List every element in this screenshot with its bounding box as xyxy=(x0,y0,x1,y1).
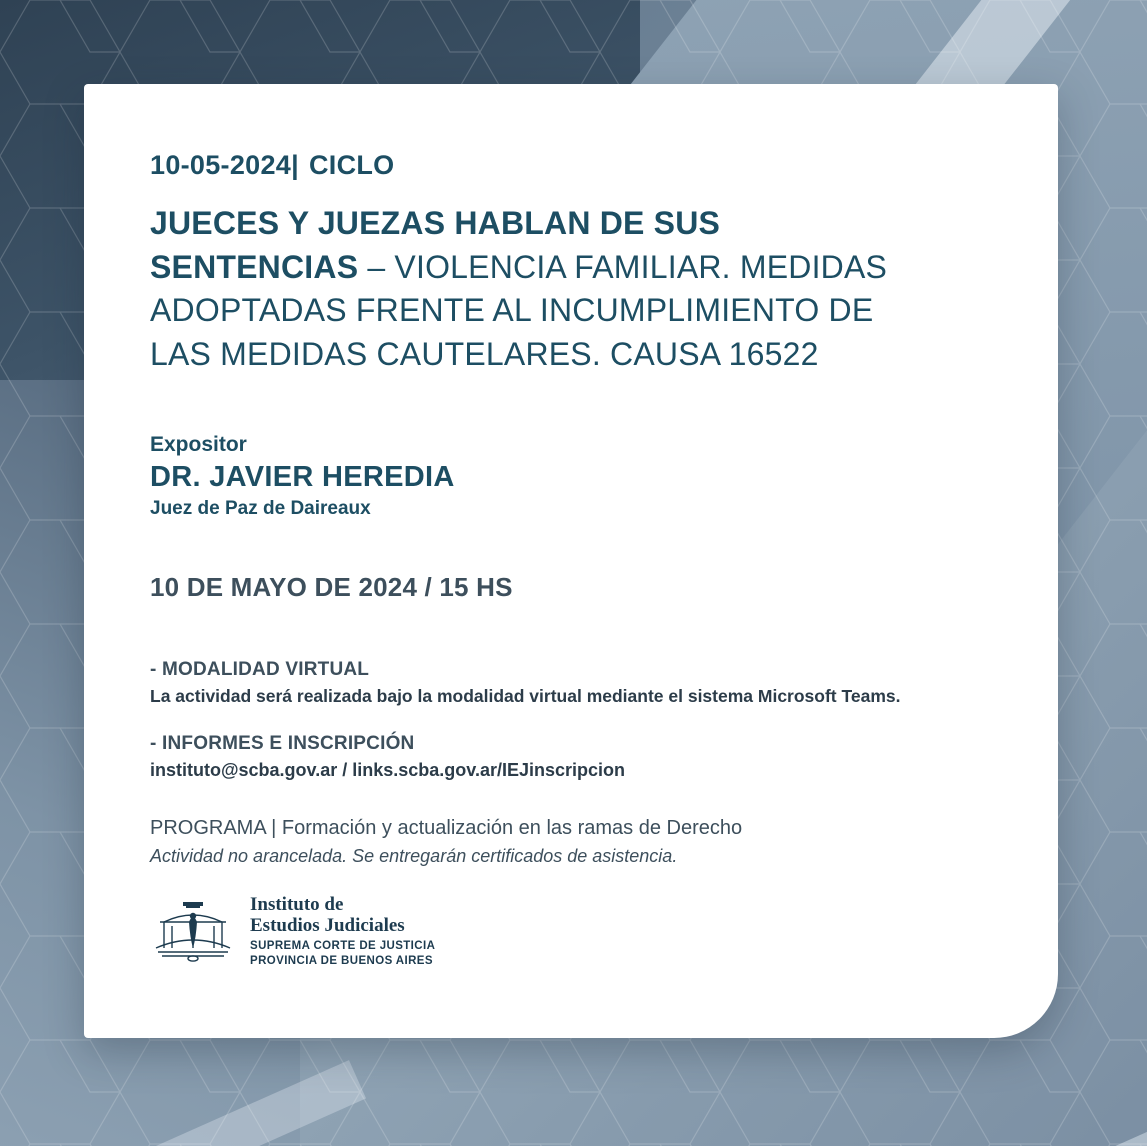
event-datetime: 10 DE MAYO DE 2024 / 15 HS xyxy=(150,571,513,602)
speaker-role: Juez de Paz de Daireaux xyxy=(150,497,371,519)
speaker-label: Expositor xyxy=(150,432,247,456)
kicker-separator: | xyxy=(291,150,299,180)
registration-contact[interactable]: instituto@scba.gov.ar / links.scba.gov.ar/IEJinscripcion xyxy=(150,759,626,780)
speaker-name: DR. JAVIER HEREDIA xyxy=(150,460,455,493)
program-note: Actividad no arancelada. Se entregarán certificados de asistencia. xyxy=(150,845,678,866)
logo-province-line: PROVINCIA DE BUENOS AIRES xyxy=(250,954,433,967)
institute-logo xyxy=(150,894,435,968)
logo-institute-line2: Estudios Judiciales xyxy=(250,914,405,936)
card-content xyxy=(150,150,1002,867)
logo-court-line: SUPREMA CORTE DE JUSTICIA xyxy=(250,940,436,953)
page-title xyxy=(150,202,930,376)
event-series-label: CICLO xyxy=(308,150,395,180)
title-strong: JUECES Y JUEZAS HABLAN DE SUS SENTENCIAS xyxy=(150,205,721,285)
title-light: – VIOLENCIA FAMILIAR. MEDIDAS ADOPTADAS FRENTE AL INCUMPLIMIENTO DE LAS MEDIDAS CAUTELARES. CAUSA 16522 xyxy=(150,248,888,372)
scales-of-justice-icon xyxy=(150,898,236,964)
modality-description: La actividad será realizada bajo la modalidad virtual mediante el sistema Microsoft Teams. xyxy=(150,685,901,706)
event-kicker xyxy=(150,150,1002,181)
registration-heading: - INFORMES E INSCRIPCIÓN xyxy=(150,732,415,754)
program-line: PROGRAMA | Formación y actualización en las ramas de Derecho xyxy=(150,816,743,839)
content-card xyxy=(84,84,1058,1038)
speaker-block xyxy=(150,433,1002,520)
logo-institute-line1: Instituto de xyxy=(250,893,344,915)
modality-block xyxy=(150,659,1002,781)
event-date-code: 10-05-2024 xyxy=(150,150,292,180)
logo-text xyxy=(250,894,435,968)
modality-heading: - MODALIDAD VIRTUAL xyxy=(150,658,370,680)
program-block xyxy=(150,817,1002,867)
